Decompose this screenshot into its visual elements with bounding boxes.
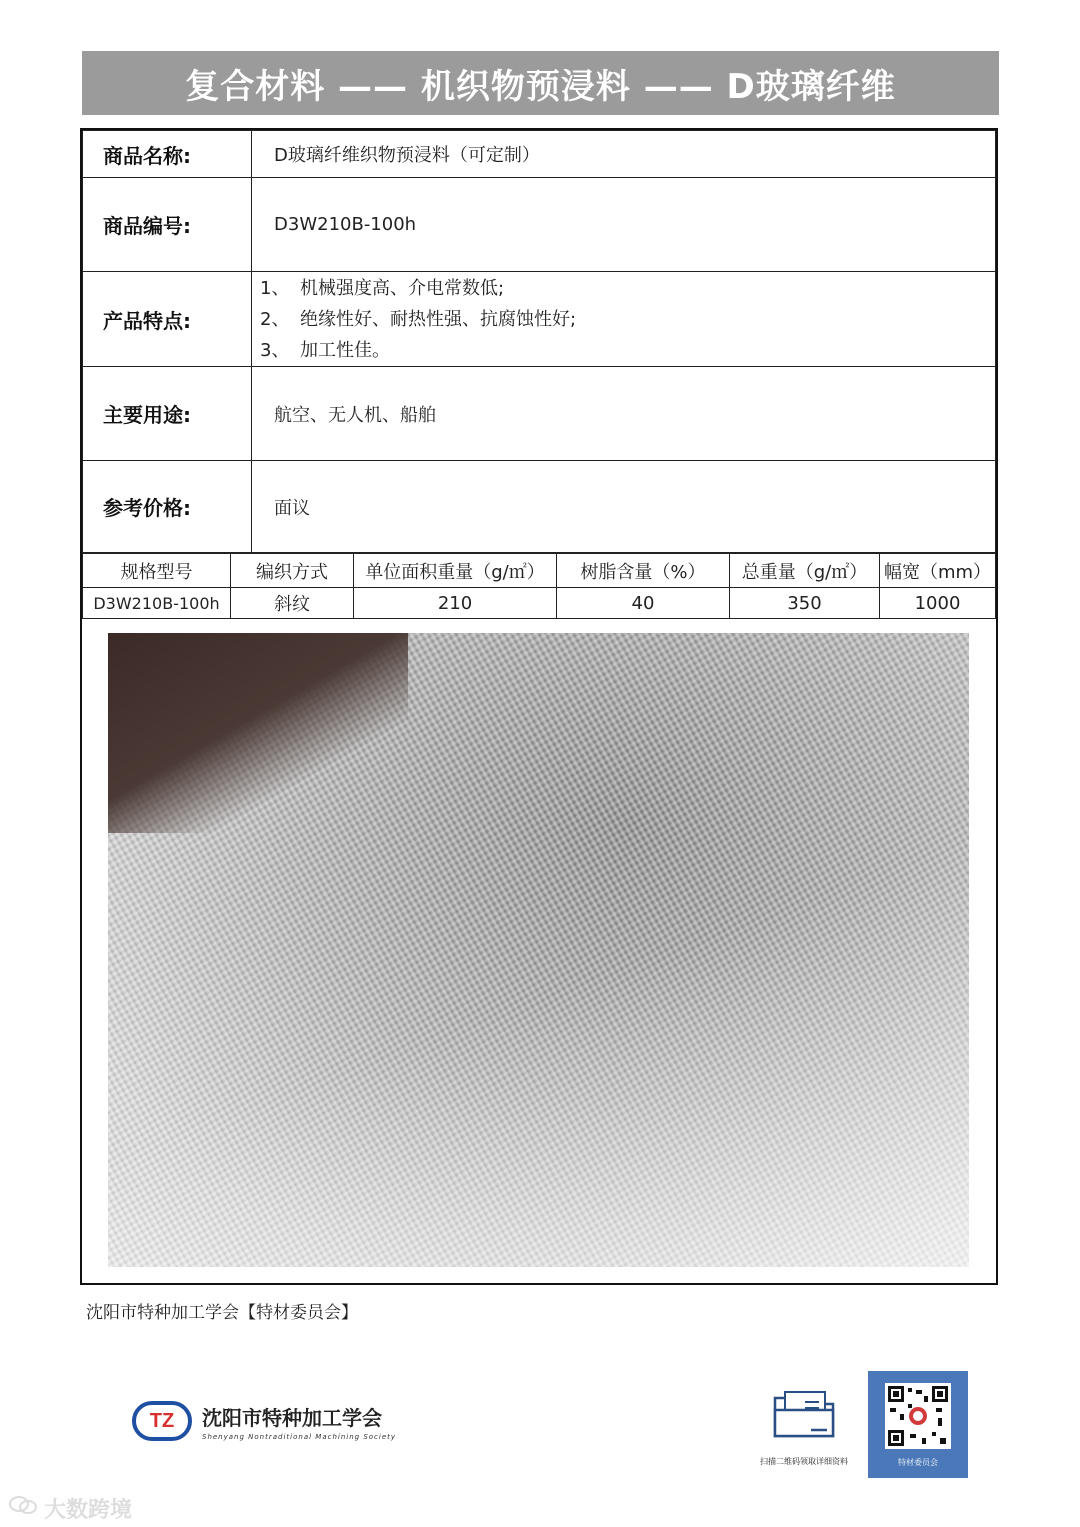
info-row-code xyxy=(83,178,996,272)
organization-note: 沈阳市特种加工学会【特材委员会】 xyxy=(86,1303,358,1323)
spec-header: 树脂含量（%） xyxy=(557,554,730,588)
qr-card[interactable] xyxy=(868,1371,968,1478)
features-label: 产品特点: xyxy=(83,272,252,367)
fabric-texture-image xyxy=(108,633,969,1267)
banner-title: 复合材料 —— 机织物预浸料 —— D玻璃纤维 xyxy=(185,66,896,107)
spec-header-row xyxy=(83,554,996,588)
society-name-cn: 沈阳市特种加工学会 xyxy=(202,1405,382,1430)
code-label: 商品编号: xyxy=(83,178,252,272)
society-logo-text xyxy=(202,1402,396,1441)
spec-header: 总重量（g/㎡） xyxy=(730,554,880,588)
name-label: 商品名称: xyxy=(83,131,252,178)
price-label: 参考价格: xyxy=(83,461,252,553)
spec-cell: 210 xyxy=(354,588,557,619)
spec-header: 单位面积重量（g/㎡） xyxy=(354,554,557,588)
product-photo xyxy=(108,633,969,1267)
society-logo xyxy=(132,1401,396,1441)
scan-info xyxy=(752,1388,856,1467)
watermark xyxy=(8,1493,132,1524)
features-list xyxy=(252,273,995,366)
page-banner xyxy=(82,51,999,115)
folder-icon xyxy=(771,1425,837,1444)
scan-instruction: 扫描二维码领取详细资料 xyxy=(760,1457,848,1466)
spec-cell: 1000 xyxy=(880,588,996,619)
info-row-name xyxy=(83,131,996,178)
spec-header: 幅宽（mm） xyxy=(880,554,996,588)
spec-header: 规格型号 xyxy=(83,554,231,588)
qr-code-icon[interactable] xyxy=(885,1383,951,1449)
feature-item: 2、 绝缘性好、耐热性强、抗腐蚀性好; xyxy=(260,308,577,330)
code-value: D3W210B-100h xyxy=(252,178,996,272)
photo-background-corner xyxy=(108,633,408,833)
info-row-price xyxy=(83,461,996,553)
spec-data-row xyxy=(83,588,996,619)
product-info-table xyxy=(82,130,996,553)
watermark-text: 大数跨境 xyxy=(44,1498,133,1523)
feature-item: 1、 机械强度高、介电常数低; xyxy=(260,277,505,299)
spec-header: 编织方式 xyxy=(231,554,354,588)
spec-cell: 40 xyxy=(557,588,730,619)
spec-table xyxy=(82,553,996,619)
name-value: D玻璃纤维织物预浸料（可定制） xyxy=(252,131,996,178)
info-row-features xyxy=(83,272,996,367)
feature-item: 3、 加工性佳。 xyxy=(260,339,390,361)
spec-cell: 斜纹 xyxy=(231,588,354,619)
product-sheet xyxy=(80,128,998,1285)
use-label: 主要用途: xyxy=(83,367,252,461)
spec-cell: D3W210B-100h xyxy=(83,588,231,619)
features-cell xyxy=(252,272,996,367)
society-name-en: Shenyang Nontraditional Machining Society xyxy=(202,1432,397,1441)
qr-label: 特材委员会 xyxy=(898,1458,938,1467)
use-value: 航空、无人机、船舶 xyxy=(252,367,996,461)
chat-bubble-icon xyxy=(8,1494,38,1524)
info-row-use xyxy=(83,367,996,461)
spec-cell: 350 xyxy=(730,588,880,619)
society-logo-mark: TZ xyxy=(132,1401,192,1441)
price-value: 面议 xyxy=(252,461,996,553)
